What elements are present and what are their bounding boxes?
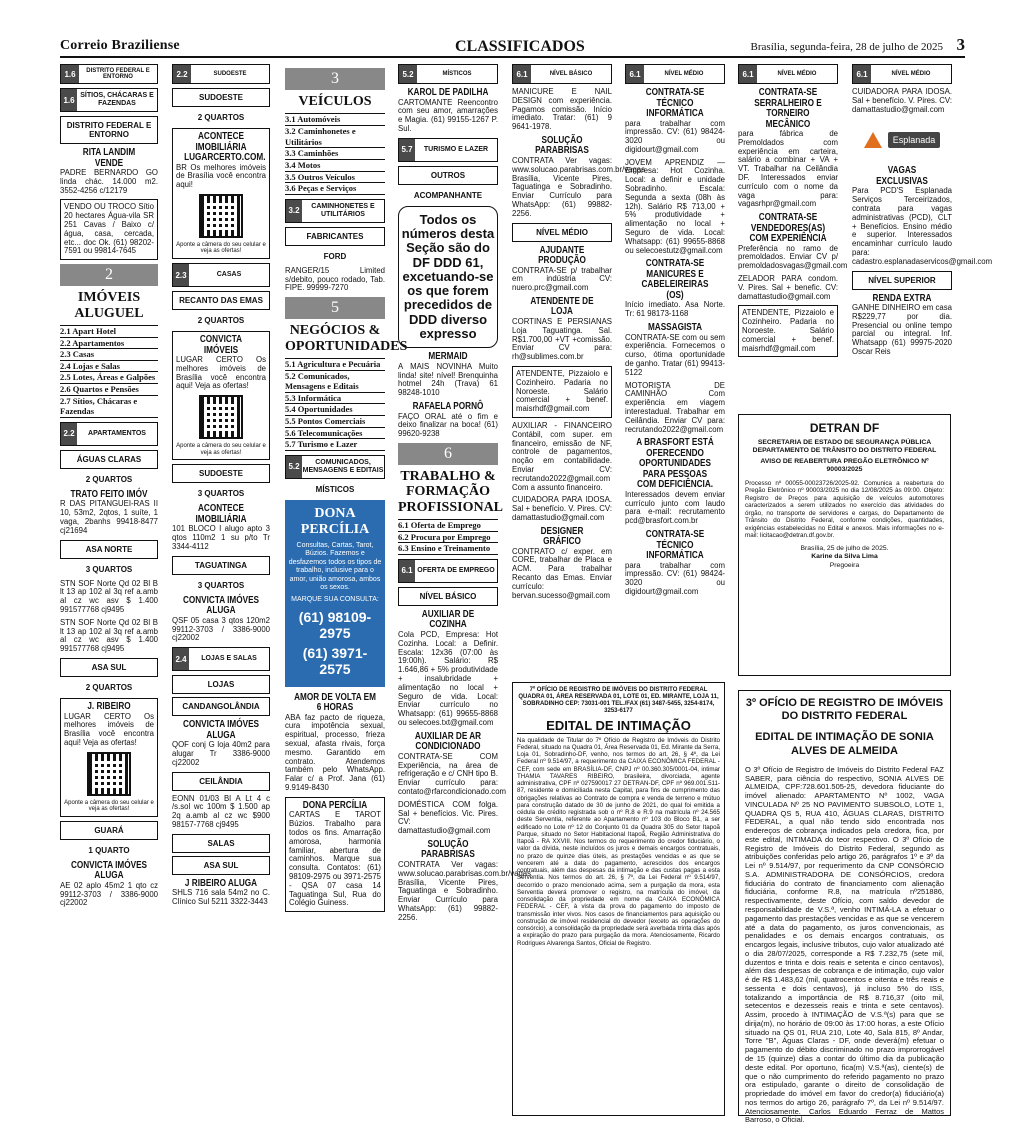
section-heading: TRABALHO & FORMAÇÃO PROFISSIONAL (398, 468, 504, 515)
classified-ad: J RIBEIRO ALUGA SHLS 716 sala 54m2 no C. Clínico Sul 5211 3322-3443 (172, 877, 270, 907)
subcategory: 2 QUARTOS (197, 113, 245, 122)
section-number: 6 (398, 443, 498, 465)
section-index: 2.1 Apart Hotel 2.2 Apartamentos 2.3 Casas 2.4 Lojas e Salas 2.5 Lotes, Áreas e Galpões 2.6 Quartos e Pensões 2.7 Sítios, Chácaras e Fazendas (60, 325, 158, 418)
column-tag: 2.2 SUDOESTE (172, 64, 270, 84)
classified-ad: AMOR DE VOLTA EM 6 HORAS ABA faz pacto de riqueza, cura impotência sexual, espiritual, processo, frieza sexual, afasta rivais, força mesmo. Garantido em contrato. Atendemos também pelo WhatsApp. Falar c/ a Prof. Jana (61) 9.9149-8430 (285, 691, 385, 793)
subcategory: 2 QUARTOS (85, 683, 133, 693)
category-box: FABRICANTES (285, 227, 385, 246)
category-box: RECANTO DAS EMAS (172, 291, 270, 310)
classified-ad: CONTRATA-SE SERRALHEIRO E TORNEIRO MECÂNICO para fábrica de Premoldados com experiência em carteira, salário a combinar + VA + VT. Trabalhar na Ceilândia DF. Interessados enviar currículo com o nome da vaga para: vagasrhpr@gmail.com (738, 87, 838, 209)
brand-logo: Correio Braziliense (60, 38, 180, 53)
subcategory: 3 QUARTOS (197, 580, 245, 590)
qr-code-icon (199, 194, 243, 238)
classified-ad: ATENDENTE, Pizzaiolo e Cozinheiro. Padaria no Noroeste. Salário comercial + benef. maisrhdf@gmail.com (738, 305, 838, 357)
classified-ad: CONTRATA-SE VENDEDORES(AS) COM EXPERIÊNCIA Preferência no ramo de premoldados. Enviar CV p/ premoldadosvagas@gmail.com (738, 212, 848, 271)
classified-ad: SOLUÇÃO PARABRISAS CONTRATA Ver vagas: www.solucao.parabrisas.com.br/vagas Brasília, Vicente Pires, Taguatinga e Sobradinho. Enviar Currículo para WhatsApp: (61) 99882-2256. (398, 838, 532, 922)
legal-notice-7th-registry: 7º OFÍCIO DE REGISTRO DE IMÓVEIS DO DISTRITO FEDERAL QUADRA 01, ÁREA RESERVADA 01, LOTE 01, ED. MIRANTE, LOJA 11, SOBRADINHO CEP: 73031-001 TEL./FAX (61) 3487-5455, 3254-8174, 3253-6177 EDITAL DE INTIMAÇÃO Na qualidade de Titular do 7º Ofício de Registro de Imóveis do Distrito Federal, situado na Quadra 01, Área Reservada 01, Ed. Mirante da Serra, Loja 01, Sobradinho-DF, venho, nos termos do art. 26, § 4º, da Lei Federal nº 9.514/97, a requerimento da CAIXA ECONÔMICA FEDERAL - CEF, com sede em BRASÍLIA-DF, CNPJ nº 00.360.305/0001-04, intimar THAMIA TAVARES RIBEIRO, brasileira, divorciada, agente administrativa, CPF nº 027590017 27 DETRAN-DF, CPF nº 969.001.511-87, residente e domiciliada nesta Capital, para fins de cumprimento das obrigações relativas ao Contrato de compra e venda de terreno e mútuo para construção datado de 30 de junho de 2021, do qual foi emitida a cédula de crédito registrada sob o nº R.8 e R.9 na matrícula nº 24.565 deste Serventia, referente ao Apartamento nº 103 do Bloco B1, a ser edificado no Lote nº 12 do Conjunto 01 da Quadra 305 do Setor Itapoã Parque, situado no Setor Habitacional Itapoã, Região Administrativa do Itapoã - RA XXVIII. Nos termos do requerimento do credor fiduciário, o valor da dívida, neste incluídos os juros e demais encargos contratuais, no prazo de quinze dias úteis, as prestações vencidas e as que se vencerem até a data do pagamento, acrescidos dos encargos contratuais, além das despesas da intimação e das custas pagas a esta Serventia. Nos termos do art. 26, § 7º, da Lei Federal nº 9.514/97, decorrido o prazo mencionado acima, sem a purgação da mora, esta Serventia deverá promover o registro, na matrícula do imóvel, da consolidação da propriedade em nome da CAIXA ECONÔMICA FEDERAL - CEF, à vista da prova do pagamento do imposto de transmissão inter vivos. Nos casos de financiamentos para aquisição ou construção de imóvel residencial do devedor (exceto as operações do consórcio), a consolidação da propriedade será averbada trinta dias após a expiração do prazo para purgação da mora. Atenciosamente, Ricardo Rodrigues Alvarenga Santos, Oficial de Registro. (512, 682, 725, 1116)
classified-ad: RENDA EXTRA GANHE DINHEIRO em casa R$229,77 por dia. Presencial ou online tempo parcial ou integral. Inf. Whatsapp (61) 99975-2020 Oscar Reis (852, 292, 952, 357)
column-5 (512, 64, 646, 676)
section-heading: NEGÓCIOS & OPORTUNIDADES (285, 323, 408, 354)
section-title: CLASSIFICADOS (455, 38, 585, 55)
classified-ad: AUXILIAR DE COZINHA Cola PCD, Empresa: Hot Cozinha. Local: a Definir. Escala: 12x36 (07:00 às 19:00h). Salário: R$ 1.646,86 + 5% produtividade + insalubridade + alimentação no local + Seguro de vida. Local: Enviar currículo no Whatsapp: (61) 99655-8868 ou selecoes.txt@gmail.com (398, 608, 498, 727)
column-tag: 5.2 MÍSTICOS (398, 64, 498, 84)
category-box: SALAS (172, 834, 270, 853)
classified-ad: CONTRATA-SE TÉCNICO INFORMÁTICA para trabalhar com impressão. CV: (61) 98424-3020 ou digidourt@gmail.com (625, 87, 725, 154)
category-box: ASA SUL (172, 856, 270, 875)
subcategory: ACOMPANHANTE (413, 190, 483, 200)
classified-ad: TRATO FEITO IMÓV R DAS PITANGUEI-RAS II 10, 53m2, 2qtos, 1 suíte, 1 vaga, 2banhs 99418-8477 cj21694 (60, 488, 158, 535)
section-header: 2.3 CASAS (172, 263, 270, 287)
classified-ad: DOMÉSTICA COM folga. Sal + benefícios. Vic. Pires. CV: damattastudio@gmail.com (398, 799, 498, 836)
subcategory: MÍSTICOS (315, 484, 355, 494)
classified-ad: MASSAGISTA CONTRATA-SE com ou sem experiência. Fornecemos o curso, ótima oportunidade de ganho. Tratar (61) 99413-5122 (625, 322, 725, 377)
classified-ad: CONTRATA-SE TÉCNICO INFORMÁTICA para trabalhar com impressão. CV: (61) 98424-3020 ou digidourt@gmail.com (625, 529, 725, 596)
classified-ad: EONN 01/03 Bl A Lt 4 c /s.sol wc 100m $ 1.500 ap 2q a.amb al cz wc $900 98157-7768 cj9495 (172, 793, 270, 830)
section-header: 2.2 APARTAMENTOS (60, 422, 158, 446)
page-number: 3 (956, 35, 965, 54)
classified-ad: DESIGNER GRÁFICO CONTRATO c/ exper. em CORE, trabalhar de Placa e ACM. Para trabalhar Recanto das Emas. Enviar currículo: bervan.sucesso@gmail.com (512, 525, 612, 600)
section-heading: VEÍCULOS (298, 94, 372, 109)
section-number: 5 (285, 297, 385, 319)
esplanada-logo: Esplanada (852, 122, 952, 158)
section-number: 2 (60, 264, 158, 286)
legal-notice-3rd-registry: 3º OFÍCIO DE REGISTRO DE IMÓVEIS DO DISTRITO FEDERAL EDITAL DE INTIMAÇÃO DE SONIA ALVES DE ALMEIDA O 3º Ofício de Registro de Imóveis do Distrito Federal FAZ SABER, para ciência do respectivo, SONIA ALVES DE ALMEIDA, CPF:728.601.505-25, devedora fiduciante do imóvel alienado: APARTAMENTO Nº 1002, VAGA VINCULADA Nº 25 NO PAVIMENTO SUBSOLO, LOTE 1, QUADRA QS 5, RUA 410, ÁGUAS CLARAS, DISTRITO FEDERAL, a qual não tendo sido encontrada nos endereços de cobrança indicados pela credora, fica, por este edital, INTIMADA do teor respectivo. O 3º Ofício de Registro de Imóveis do Distrito Federal, segundo as atribuições conferidas pelo artigo 26, parágrafos 1º e 3º da Lei nº 9.514/97, por requerimento da CNP CONSÓRCIO S.A. ADMINISTRADORA DE CONSÓRCIOS, credora fiduciária do contrato de financiamento com alienação fiduciária, conforme R.8, na matrícula nº251886, respectivamente, deste Ofício, com saldo devedor de responsabilidade de V.S.ª, venho INTIMÁ-LA a efetuar o pagamento das prestações vencidas e as que se vencerem até a data do pagamento, os juros convencionais, as penalidades e os demais encargos contratuais, os encargos legais, inclusive tributos, cujo valor atualizado até o dia 28/07/2025, corresponde a R$ 7.232,75 (sete mil, duzentos e trinta e dois reais e setenta e cinco centavos), além das despesas de cobrança e de intimação, cujo valor é de R$ 1.483,62 (mil, quatrocentos e oitenta e três reais e sessenta e dois centavos), já incluso 5% do ISS, totalizando a importância de R$ 8.716,37 (oito mil, setecentos e dezesseis reais e trinta e sete centavos). Assim, procedo à INTIMAÇÃO de V.S.ª(s) para que se dirija(m), no horário de 09:00 às 17:00 horas, a este Ofício situado na QS 01, RUA 210, Lote 40, Sala 815, 8º Andar, Torre "B", Águas Claras - DF, onde deverá(m) efetuar o pagamento do débito discriminado no prazo improrrogável de 15 (quinze) dias a contar do último dia da publicação deste edital. Por oportuno, fica(m) V.S.ª(as), ciente(s) de que o não cumprimento do referido pagamento no prazo ora estipulado, garante o direito de consolidação de propriedade do imóvel em favor do credor(a) fiduciário(a) nos termos do artigo 26, parágrafo 7º, da Lei nº 9.514/97. Atenciosamente. Carlos Eduardo Ferraz de Mattos Barroso, o Oficial. (738, 690, 951, 1116)
issue-date: Brasília, segunda-feira, 28 de julho de 2025 (750, 41, 943, 53)
classified-ad: ACONTECE IMOBILIÁRIA LUGARCERTO.COM. BR Os melhores imóveis de Brasília você encontra aqui! Aponte a câmera do seu celular e veja as ofertas! (172, 128, 270, 259)
masthead (60, 36, 965, 58)
section-index: 5.1 Agricultura e Pecuária 5.2 Comunicados, Mensagens e Editais 5.3 Informática 5.4 Oportunidades 5.5 Pontos Comerciais 5.6 Telecomunicações 5.7 Turismo e Lazer (285, 358, 385, 451)
subcategory: 3 QUARTOS (85, 564, 133, 574)
subcategory: 3 QUARTOS (197, 489, 245, 499)
classified-ad: CONVICTA IMÓVES ALUGA AE 02 aplo 45m2 1 qto cz 99112-3703 / 3386-9000 cj22002 (60, 859, 158, 908)
detran-notice: DETRAN DF SECRETARIA DE ESTADO DE SEGURANÇA PÚBLICA DEPARTAMENTO DE TRÂNSITO DO DISTRITO FEDERAL AVISO DE REABERTURA PREGÃO ELETRÔNICO Nº 90003/2025 Processo nº 00055-00023726/2025-92. Comunica a reabertura do Pregão Eletrônico nº 90003/2025 no dia 12/08/2025 às 09:00. Objeto: Registro de Preços para aquisição de veículos automotores caracterizados a serem utilizados no exercício das atividades do órgão, no transporte de servidores e cargas, do Departamento de Trânsito do Distrito Federal, conforme condições, quantidades, exigências estabelecidas no Edital e anexos. Mais informações no e-mail: licitacao@detran.df.gov.br. Brasília, 25 de julho de 2025. Karine da Silva Lima Pregoeira (738, 414, 951, 676)
classified-ad: AUXILIAR - FINANCEIRO Contábil, com super. em financeiro, emissão de NF, controle de pagamentos, noção em contabilidade. Enviar CV: recrutando2022@gmail.com Com a assunto financeiro. (512, 420, 612, 492)
section-header: 1.6 SÍTIOS, CHÁCARAS E FAZENDAS (60, 88, 158, 112)
section-index: 3.1 Automóveis 3.2 Caminhonetes e Utilitários 3.3 Caminhões 3.4 Motos 3.5 Outros Veículos 3.6 Peças e Serviços (285, 113, 385, 194)
category-box: SUDOESTE (172, 88, 270, 107)
classified-ad: ZELADOR PARA condom. V. Pires. Sal + benefic. CV: damattastudio@gmail.com (738, 274, 838, 301)
column-1 (60, 64, 158, 1144)
classified-ad: MERMAID A MAIS NOVINHA Muito linda! site! nível! Brenquinha hotmel 24h (Trava) 61 98248-1010 (398, 351, 498, 398)
classified-ad: ACONTECE IMOBILIÁRIA 101 BLOCO I alugo apto 3 qtos 110m2 1 su p/to Tr 3344-4112 (172, 503, 270, 552)
classified-ad: CUIDADORA PARA IDOSA. Sal + benefício. V. Pires. CV: damattastudio@gmail.com (512, 495, 612, 522)
section-heading: IMÓVEIS ALUGUEL (74, 290, 144, 321)
qr-code-icon (199, 395, 243, 439)
column-6 (625, 64, 725, 676)
category-box: NÍVEL SUPERIOR (852, 271, 952, 290)
classified-ad: SOLUÇÃO PARABRISAS CONTRATA Ver vagas: www.solucao.parabrisas.com.br/vagas Brasília, Vicente Pires, Taguatinga e Sobradinho. Enviar Currículo para WhatsApp: (61) 99882-2256. (512, 134, 646, 218)
classified-ad: STN SOF Norte Qd 02 Bl B lt 13 ap 102 al 3q ref a.amb al cz wc asv $ 1.400 991577768 cj9495 (60, 578, 158, 615)
section-index: 6.1 Oferta de Emprego 6.2 Procura por Emprego 6.3 Ensino e Treinamento (398, 519, 498, 555)
category-box: ÁGUAS CLARAS (60, 450, 158, 469)
category-box: ASA SUL (60, 658, 158, 677)
classified-ad: MOTORISTA DE CAMINHÃO Com experiência em viagem interestadual. Trabalhar em Ceilândia. Enviar CV para: recrutando2022@gmail.com (625, 380, 725, 434)
classified-ad: MANICURE E NAIL DESIGN com experiência. Pagamos comissão. Início imediato. Tratar: (61) 9 9641-1978. (512, 87, 612, 132)
category-box: CANDANGOLÂNDIA (172, 697, 270, 716)
category-box: TAGUATINGA (172, 556, 270, 575)
classified-ad: CONVICTA IMÓVES ALUGA QOF conj G loja 40m2 para alugar Tr 3386-9000 cj22002 (172, 719, 270, 767)
classified-ad: DONA PERCÍLIA CARTAS E TAROT Búzios. Trabalho para todos os fins. Amarração amorosa, harmonia familiar, abertura de caminhos. Marque sua consulta. Contatos: (61) 98109-2975 ou 3971-2575 - QSA 07 casa 14 Taguatinga Sul, Rua do Colégio Guiness. (285, 797, 385, 912)
classified-ad: RITA LANDIM VENDE PADRE BERNARDO GO linda chác. 14.000 m2. 3552-4256 c/12179 (60, 147, 158, 195)
classified-ad: CONTRATA-SE MANICURES E CABELEIREIRAS (OS) Início imediato. Asa Norte. Tr: 61 98173-1168 (625, 258, 725, 319)
classified-ad: KAROL DE PADILHA CARTOMANTE Reencontro com seu amor, amarrações e Magia. (61) 99155-1267 P. Sul. (398, 87, 498, 133)
classified-ad: A BRASFORT ESTÁ OFERECENDO OPORTUNIDADES PARA PESSOAS COM DEFICIÊNCIA. Interessados devem enviar currículo junto com laudo para e-mail: recrutamento pcd@brasfort.com.br (625, 437, 725, 526)
classified-ad: CUIDADORA PARA IDOSA. Sal + benefício. V. Pires. CV: damattastudio@gmail.com (852, 87, 952, 114)
classified-ad: CONVICTA IMÓVES ALUGA QSF 05 casa 3 qtos 120m2 99112-3703 / 3386-9000 cj22002 (172, 594, 270, 643)
section-header: 3.2 CAMINHONETES E UTILITÁRIOS (285, 199, 385, 223)
section-number: 3 (285, 68, 385, 90)
subcategory: 2 QUARTOS (85, 474, 133, 484)
ddd-notice: Todos os números desta Seção são do DF DDD 61, excetuando-se os que forem precedidos de DDD diverso expresso (398, 206, 498, 349)
category-box: LOJAS (172, 675, 270, 694)
column-7 (738, 64, 848, 408)
subcategory: FORD (323, 251, 347, 261)
category-box: ASA NORTE (60, 540, 158, 559)
classified-ad: ATENDENTE DE LOJA CORTINAS E PERSIANAS Loja Taguatinga. Sal. R$1.700,00 +VT +comissão. Enviar CV para: rh@sublimes.com.br (512, 295, 612, 362)
section-header: 6.1 OFERTA DE EMPREGO (398, 559, 498, 583)
classified-ad: STN SOF Norte Qd 02 Bl B lt 13 ap 102 al 3q ref a.amb al cz wc asv $ 1.400 991577768 cj9495 (60, 617, 158, 654)
classified-ad: RANGER/15 Limited s/debito, pouco rodado, Tab. FIPE. 99999-7270 (285, 265, 385, 293)
classified-ad: VENDO OU TROCO Sítio 20 hectares Água-vila SR 251 Cavas / Baixo c/água, casa, cercada, etc... doc Ok. (61) 98202-7591 ou 99814-7645 (60, 199, 158, 260)
column-4 (398, 64, 532, 1144)
category-box: SUDOESTE (172, 464, 270, 483)
psychic-ad-banner: DONA PERCÍLIA Consultas, Cartas, Tarot, Búzios. Fazemos e desfazemos todos os tipos de trabalho, inclusive para o amor, união amorosa, ambos os sexos. MARQUE SUA CONSULTA: (61) 98109-2975 (61) 3971-2575 (285, 500, 385, 687)
category-box: CEILÂNDIA (172, 772, 270, 791)
classified-ad: AJUDANTE PRODUÇÃO CONTRATA-SE p/ trabalhar em indústria CV: nuero.prc@gmail.com (512, 244, 612, 293)
qr-code-icon (87, 752, 131, 796)
column-tag: 6.1 NÍVEL MÉDIO (625, 64, 725, 84)
category-box: NÍVEL MÉDIO (512, 223, 612, 242)
classified-ad: RAFAELA PORNÔ FAÇO ORAL até o fim e deixo finalizar na boca! (61) 99620-9238 (398, 401, 498, 439)
column-tag: 6.1 NÍVEL MÉDIO (852, 64, 952, 84)
classified-ad: JOVEM APRENDIZ — Empresa: Hot Cozinha. Local: a definir e unidade Sobradinho. Escala: Segunda a sexta (08h às 12h). Salário R$ 713,00 + 5% produtividade + alimentação no local + Seguro de vida. Local: Whatsapp: (61) 99655-8868 ou selecoestutz@gmail.com (625, 157, 725, 255)
classified-ad: J. RIBEIRO LUGAR CERTO Os melhores imóveis de Brasília você encontra aqui! Veja as ofertas! Aponte a câmera do seu celular e veja as ofertas! (60, 698, 158, 817)
column-8 (852, 64, 993, 408)
section-header: 5.2 COMUNICADOS, MENSAGENS E EDITAIS (285, 455, 385, 479)
classified-ad: CONVICTA IMÓVEIS LUGAR CERTO Os melhores imóveis de Brasília você encontra aqui! Veja as ofertas! Aponte a câmera do seu celular e veja as ofertas! (172, 331, 270, 460)
classified-ad: VAGAS EXCLUSIVAS Para PCD'S Esplanada Serviços Terceirizados, contrata para vagas administrativas (PCD), CLT + Benefícios. Ensino médio e superior. Interessados encaminhar currículo laudo para: cadastro.esplanadaservicos@gmail.com (852, 165, 993, 266)
detran-logo: DETRAN DF (809, 421, 880, 435)
subcategory: 1 QUARTO (88, 845, 130, 855)
column-2 (172, 64, 270, 1144)
column-tag: 6.1 NÍVEL BÁSICO (512, 64, 612, 84)
classified-ad: AUXILIAR DE AR CONDICIONADO CONTRATA-SE COM Experiência, na área de refrigeração e c/ CNH tipo B. Enviar currículo para: contato@rfarcondicionado.com (398, 730, 507, 796)
category-box: NÍVEL BÁSICO (398, 587, 498, 606)
section-header: 5.7 TURISMO E LAZER (398, 138, 498, 162)
column-tag: 1.6 DISTRITO FEDERAL E ENTORNO (60, 64, 158, 84)
esplanada-logo-icon (864, 132, 882, 148)
category-box: OUTROS (398, 166, 498, 185)
classified-ad: ATENDENTE, Pizzaiolo e Cozinheiro. Padaria no Noroeste. Salário comercial + benef. maisrhdf@gmail.com (512, 366, 612, 418)
column-tag: 6.1 NÍVEL MÉDIO (738, 64, 838, 84)
category-box: GUARÁ (60, 821, 158, 840)
subcategory: 2 QUARTOS (197, 316, 245, 326)
column-3 (285, 64, 408, 1144)
category-box: DISTRITO FEDERAL E ENTORNO (60, 116, 158, 144)
section-header: 2.4 LOJAS E SALAS (172, 647, 270, 671)
